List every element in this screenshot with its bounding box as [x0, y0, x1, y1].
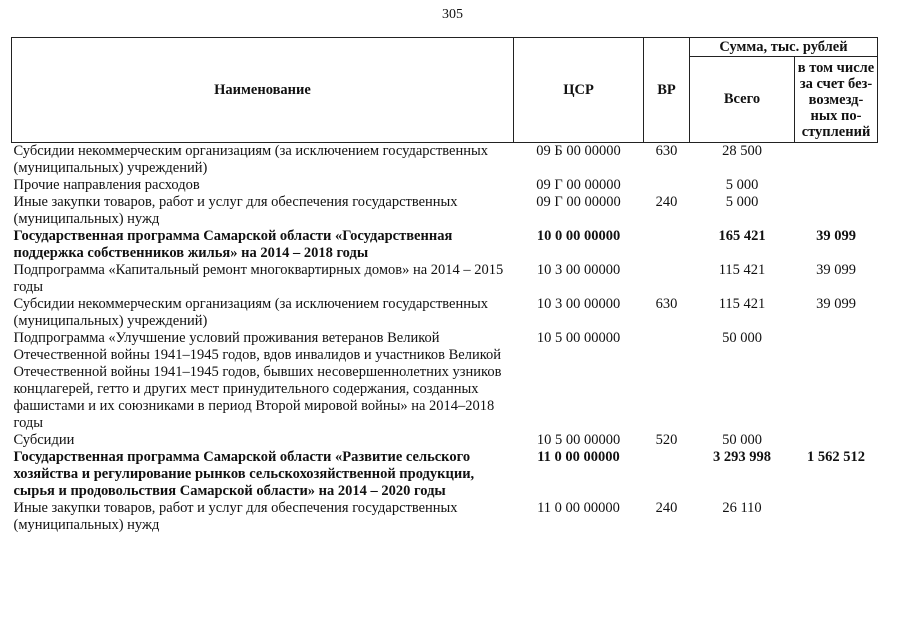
cell-incl: 1 562 512 [807, 449, 865, 465]
cell-vr: 630 [655, 143, 678, 159]
cell-total: 3 293 998 [713, 449, 771, 465]
cell-vr: 240 [655, 500, 678, 516]
header-vr: ВР [644, 38, 690, 143]
table-row [12, 177, 878, 194]
cell-name: Иные закупки товаров, работ и услуг для обеспечения государственных (муниципальных) нужд [13, 194, 458, 227]
header-total: Всего [690, 57, 795, 143]
cell-name: Прочие направления расходов [13, 177, 200, 193]
cell-incl [795, 500, 878, 534]
budget-table [11, 37, 878, 534]
cell-csr: 11 0 00 00000 [537, 500, 620, 516]
cell-vr [644, 228, 690, 262]
cell-total: 26 110 [722, 500, 762, 516]
cell-name: Подпрограмма «Улучшение условий проживания ветеранов Великой Отечественной войны 1941–1945 годов, вдов инвалидов и участников Великой Отечественной войны 1941–1945 годов, бывших несовершеннолетних узников концлагерей, гетто и других мест принудительного содержания, созданных фашистами и их союзниками в период Второй мировой войны» на 2014–2018 годы [13, 330, 502, 431]
header-csr: ЦСР [514, 38, 644, 143]
cell-total: 5 000 [725, 194, 759, 210]
header-sum: Сумма, тыс. рублей [690, 38, 878, 57]
cell-csr: 09 Г 00 00000 [536, 194, 621, 210]
header-name: Наименование [12, 38, 514, 143]
cell-name: Подпрограмма «Капитальный ремонт многоквартирных домов» на 2014 – 2015 годы [13, 262, 504, 295]
table-row [12, 296, 878, 330]
cell-csr: 10 0 00 00000 [536, 228, 621, 244]
cell-vr: 520 [655, 432, 678, 448]
page-number: 305 [442, 7, 463, 22]
cell-vr [644, 449, 690, 500]
cell-incl [795, 177, 878, 194]
cell-csr: 09 Г 00 00000 [536, 177, 621, 193]
cell-name: Государственная программа Самарской области «Развитие сельского хозяйства и регулирование рынков сельскохозяйственной продукции, сырья и продовольствия Самарской области» на 2014 – 2020 годы [13, 449, 475, 499]
cell-incl [795, 194, 878, 228]
cell-vr [644, 330, 690, 432]
table-body [12, 143, 878, 535]
cell-csr: 10 3 00 00000 [536, 296, 621, 312]
header-incl: в том числе за счет без-возмезд-ных по-ступлений [795, 57, 878, 143]
cell-incl: 39 099 [816, 296, 856, 312]
cell-total: 115 421 [718, 296, 766, 312]
cell-csr: 10 3 00 00000 [536, 262, 621, 278]
cell-csr: 10 5 00 00000 [536, 330, 621, 346]
table-row [12, 500, 878, 534]
cell-vr: 240 [655, 194, 678, 210]
cell-total: 165 421 [718, 228, 766, 244]
cell-vr: 630 [655, 296, 678, 312]
cell-total: 50 000 [722, 330, 762, 346]
table-row [12, 330, 878, 432]
cell-incl: 39 099 [816, 228, 856, 244]
cell-vr [644, 177, 690, 194]
cell-name: Субсидии некоммерческим организациям (за исключением государственных (муниципальных) учреждений) [13, 296, 488, 329]
cell-incl [795, 432, 878, 449]
table-row [12, 228, 878, 262]
cell-csr: 09 Б 00 00000 [536, 143, 621, 159]
cell-incl [795, 330, 878, 432]
table-row [12, 194, 878, 228]
cell-total: 28 500 [722, 143, 762, 159]
cell-csr: 10 5 00 00000 [536, 432, 621, 448]
cell-vr [644, 262, 690, 296]
table-row [12, 432, 878, 449]
cell-incl [795, 143, 878, 178]
table-row [12, 449, 878, 500]
cell-total: 115 421 [718, 262, 766, 278]
table-header [12, 38, 878, 143]
table-row [12, 143, 878, 178]
cell-incl: 39 099 [816, 262, 856, 278]
cell-name: Иные закупки товаров, работ и услуг для обеспечения государственных (муниципальных) нужд [13, 500, 458, 533]
table-row [12, 262, 878, 296]
cell-csr: 11 0 00 00000 [537, 449, 620, 465]
cell-name: Государственная программа Самарской области «Государственная поддержка собственников жилья» на 2014 – 2018 годы [13, 228, 453, 261]
cell-name: Субсидии [13, 432, 75, 448]
cell-total: 5 000 [725, 177, 759, 193]
cell-total: 50 000 [722, 432, 762, 448]
cell-name: Субсидии некоммерческим организациям (за исключением государственных (муниципальных) учреждений) [13, 143, 488, 176]
